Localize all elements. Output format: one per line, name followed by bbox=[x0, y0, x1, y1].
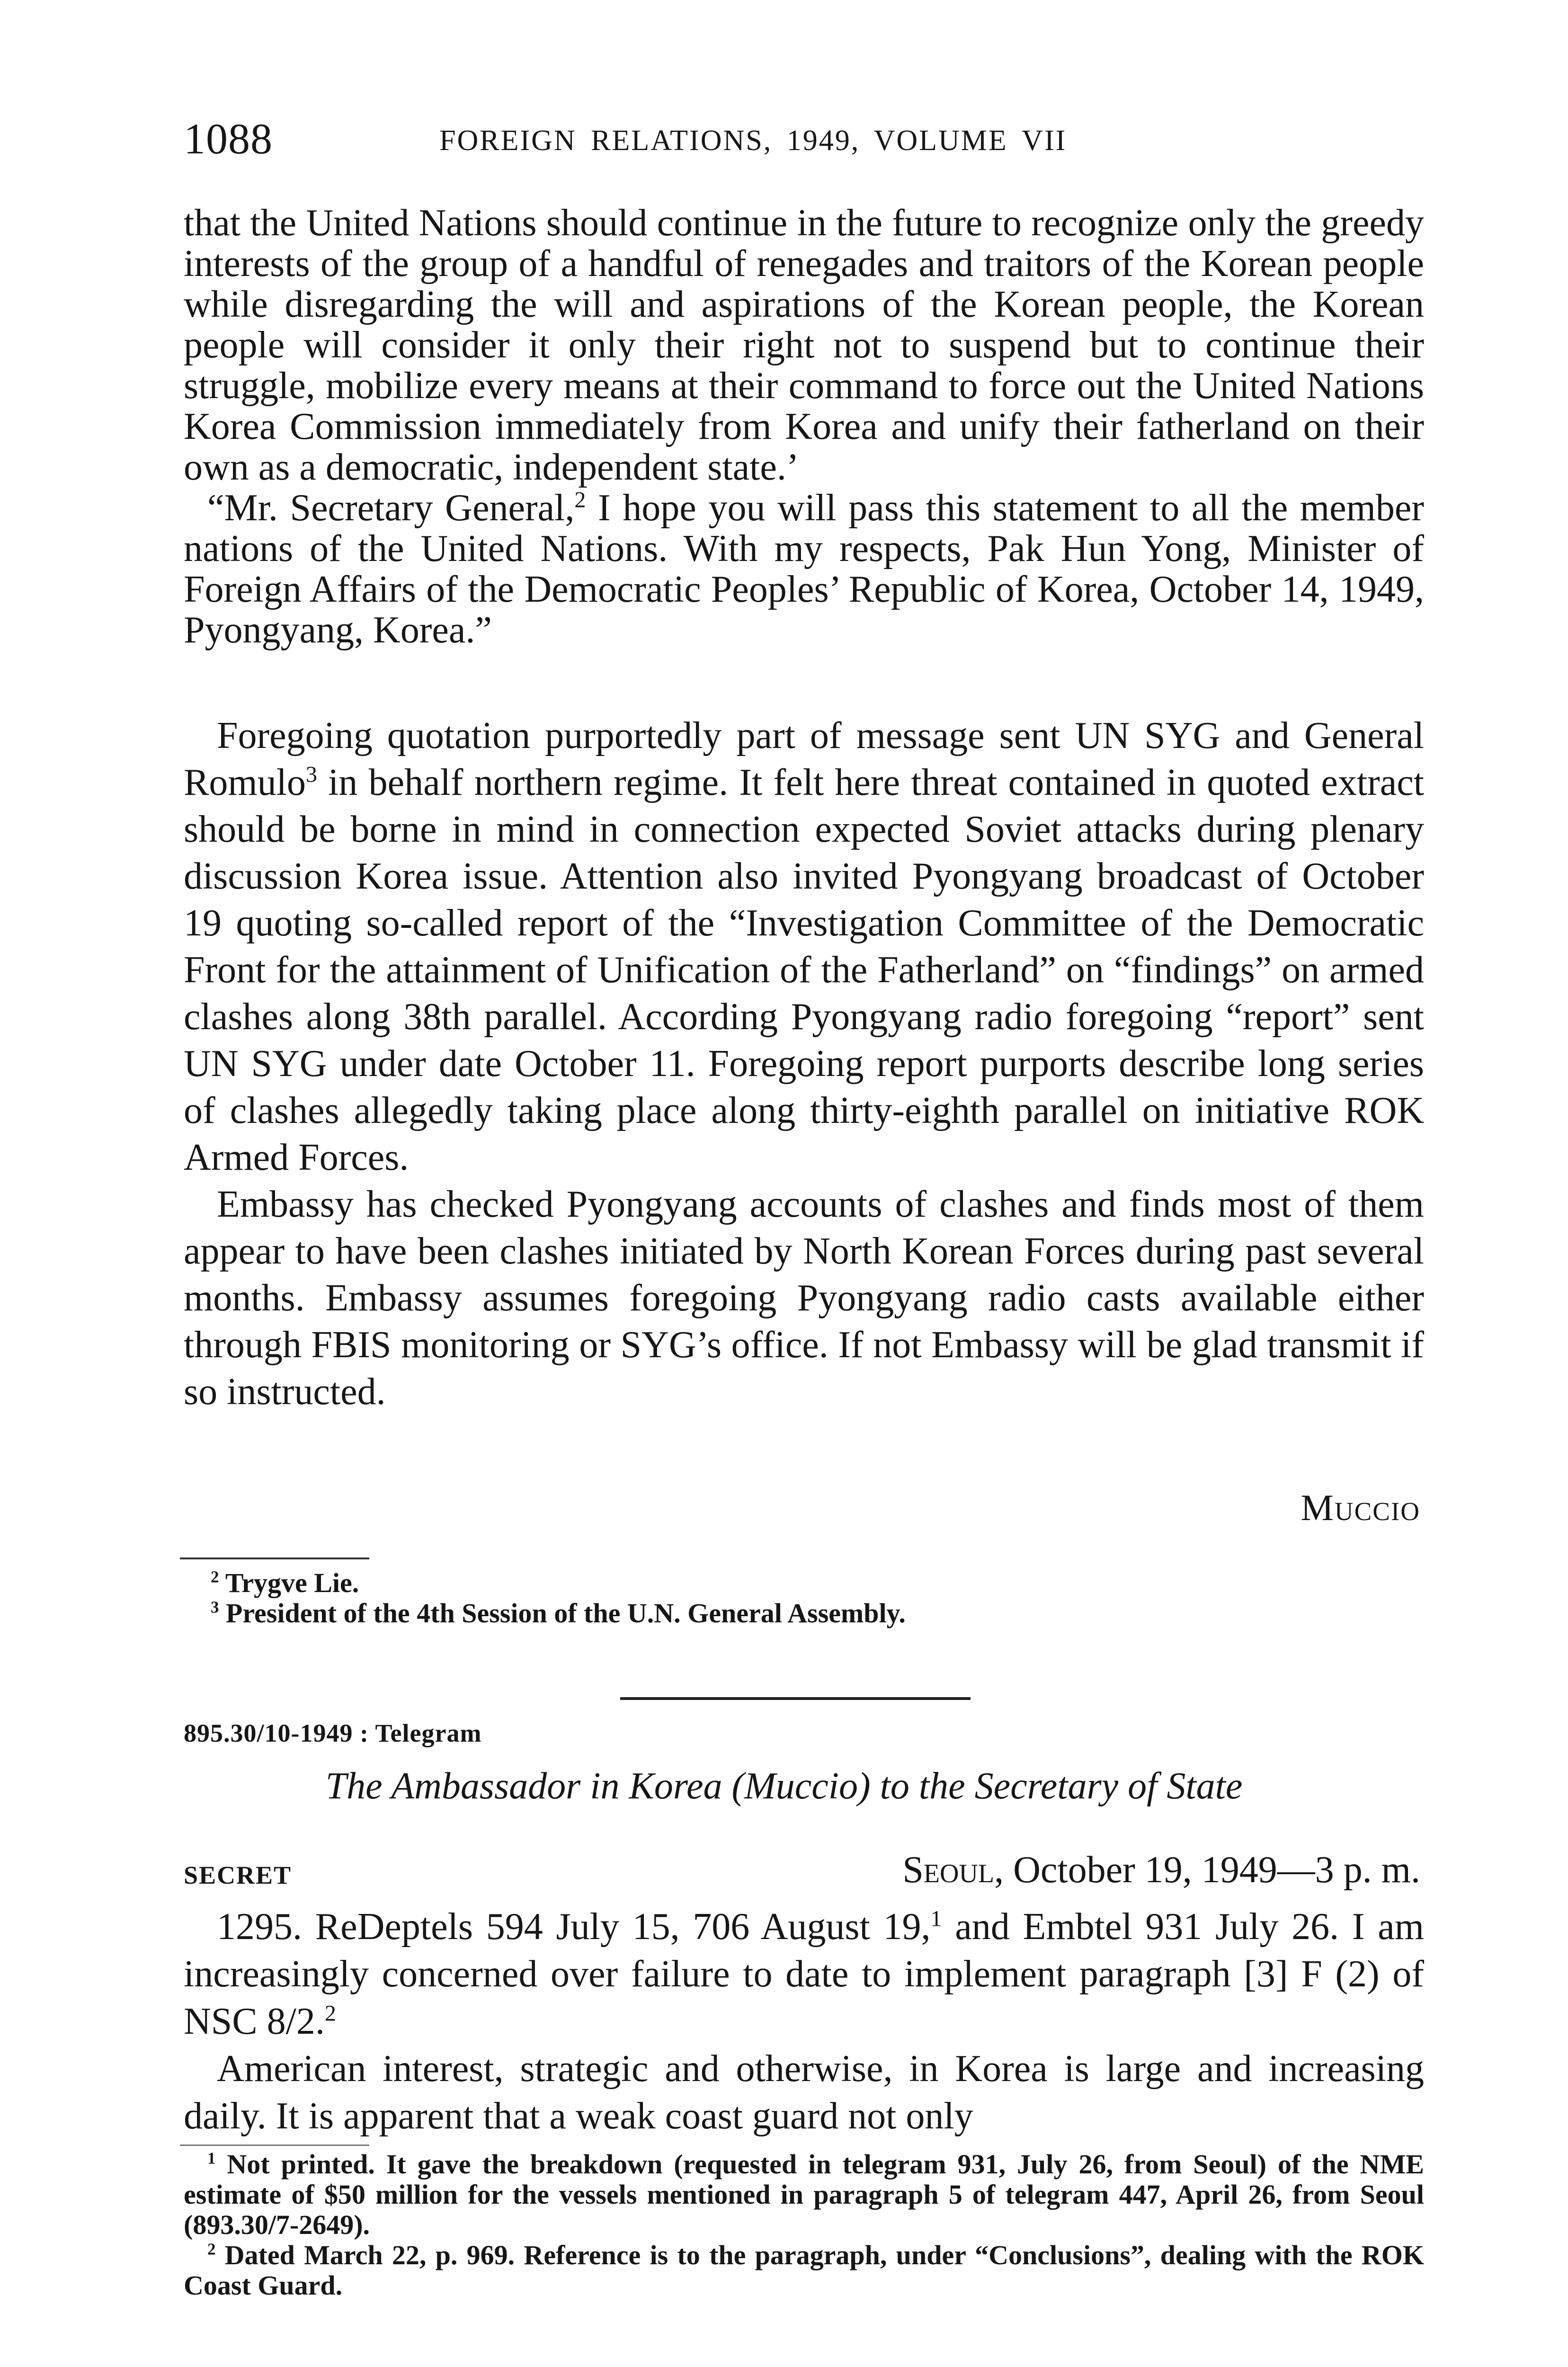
dateline bbox=[902, 1849, 1420, 1892]
running-head: FOREIGN RELATIONS, 1949, VOLUME VII bbox=[439, 125, 1067, 157]
footnote-ref: 2 bbox=[324, 2001, 336, 2026]
body-paragraph bbox=[184, 1181, 1424, 1415]
page-number: 1088 bbox=[184, 115, 273, 163]
body-text: in behalf northern regime. It felt here threat contained in quoted extract should be borne in mind in connection expected Soviet attacks during plenary discussion Korea issue. Attention also invited Pyongyang broadcast of October 19 quoting so-called report of the “Investigation Committee of the Democratic Front for the attainment of Unification of the Fatherland” on “findings” on armed clashes along 38th parallel. According Pyongyang radio foregoing “report” sent UN SYG under date October 11. Foregoing report purports describe long series of clashes allegedly taking place along thirty-eighth parallel on initiative ROK Armed Forces. bbox=[184, 762, 1424, 1178]
file-reference: 895.30/10-1949 : Telegram bbox=[184, 1719, 482, 1747]
footnote-text: Not printed. It gave the breakdown (requested in telegram 931, July 26, from Seoul) of the NME estimate of $50 million for the vessels mentioned in paragraph 5 of telegram 447, April 26, from Seoul (893.30/7-2649). bbox=[184, 2149, 1424, 2240]
footnote-ref: 3 bbox=[305, 762, 317, 787]
telegram-body bbox=[184, 712, 1424, 1415]
dateline-date: , October 19, 1949—3 p. m. bbox=[994, 1849, 1420, 1891]
body-paragraph bbox=[184, 1903, 1424, 2045]
classification-label: SECRET bbox=[184, 1861, 292, 1889]
quote-paragraph bbox=[184, 203, 1424, 488]
footnote-mark: 2 bbox=[211, 1567, 219, 1586]
section-divider bbox=[620, 1697, 971, 1700]
body-text: and Embtel 931 July 26. I am increasingly concerned over failure to date to implement paragraph [3] F (2) of NSC 8/2. bbox=[184, 1906, 1425, 2042]
body-text: 1295. ReDeptels 594 July 15, 706 August 19, bbox=[217, 1906, 931, 1948]
footnote-ref: 1 bbox=[930, 1906, 942, 1931]
footnote-mark: 3 bbox=[211, 1598, 219, 1617]
quote-paragraph bbox=[184, 488, 1424, 650]
body-text: Foregoing quotation purportedly part of message sent UN SYG and General Romulo bbox=[184, 715, 1424, 803]
footnote-text: President of the 4th Session of the U.N. General Assembly. bbox=[219, 1598, 906, 1628]
body-text: Embassy has checked Pyongyang accounts of clashes and finds most of them appear to have been clashes initiated by North Korean Forces during past several months. Embassy assumes foregoing Pyongyang radio casts available either through FBIS monitoring or SYG’s office. If not Embassy will be glad transmit if so instructed. bbox=[184, 1184, 1424, 1413]
quote-text: that the United Nations should continue in the future to recognize only the greedy interests of the group of a handful of renegades and traitors of the Korean people while disregarding the will and aspirations of the Korean people, the Korean people will consider it only their right not to suspend but to continue their struggle, mobilize every means at their command to force out the United Nations Korea Commission immediately from Korea and unify their fatherland on their own as a democratic, independent state.’ bbox=[184, 202, 1424, 488]
footnotes-bottom bbox=[184, 2149, 1424, 2301]
footnote-divider bbox=[180, 2145, 369, 2146]
footnote-text: Dated March 22, p. 969. Reference is to the paragraph, under “Conclusions”, dealing with the ROK Coast Guard. bbox=[184, 2240, 1424, 2301]
document-title: The Ambassador in Korea (Muccio) to the Secretary of State bbox=[325, 1765, 1243, 1807]
footnote bbox=[184, 2240, 1424, 2301]
telegram-body-2 bbox=[184, 1903, 1424, 2140]
body-paragraph bbox=[184, 712, 1424, 1181]
quote-text: I hope you will pass this statement to all the member nations of the United Nations. With my respects, Pak Hun Yong, Minister of Foreign Affairs of the Democratic Peoples’ Republic of Korea, October 14, 1949, Pyongyang, Korea.” bbox=[184, 487, 1425, 651]
footnote-divider bbox=[180, 1557, 369, 1559]
body-text: American interest, strategic and otherwise, in Korea is large and increasing daily. It is apparent that a weak coast guard not only bbox=[184, 2048, 1424, 2137]
footnote-ref: 2 bbox=[574, 487, 586, 513]
quoted-statement bbox=[184, 203, 1424, 650]
quote-text: “Mr. Secretary General, bbox=[207, 487, 575, 529]
footnote-mark: 1 bbox=[207, 2149, 216, 2168]
footnote bbox=[184, 2149, 1424, 2240]
page-header bbox=[184, 114, 1424, 170]
footnote bbox=[211, 1568, 906, 1598]
signature: Muccio bbox=[1301, 1487, 1420, 1528]
footnote bbox=[211, 1598, 906, 1628]
dateline-place: Seoul bbox=[902, 1849, 995, 1891]
footnotes-top bbox=[211, 1568, 906, 1628]
body-paragraph bbox=[184, 2045, 1424, 2140]
footnote-text: Trygve Lie. bbox=[219, 1567, 359, 1598]
footnote-mark: 2 bbox=[207, 2240, 216, 2259]
